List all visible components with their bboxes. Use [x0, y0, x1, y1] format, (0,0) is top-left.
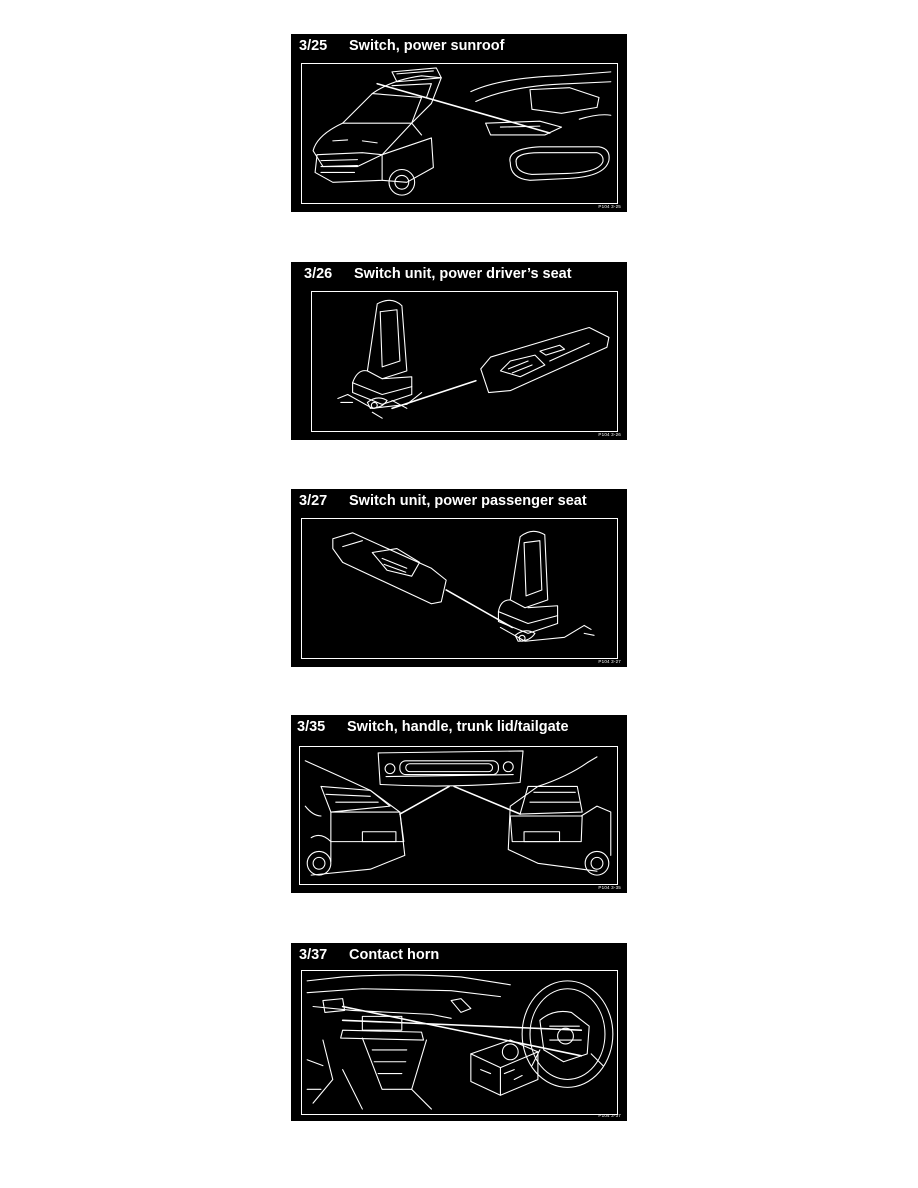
figure-title	[299, 492, 587, 510]
figure-title	[299, 946, 439, 964]
figure-caption: Switch unit, power passenger seat	[349, 493, 587, 509]
figure-number: 3/37	[299, 947, 328, 963]
driver-seat-illustration	[311, 291, 618, 432]
figure-number: 3/26	[304, 266, 333, 282]
figure-code: P104 3-27	[598, 659, 621, 664]
figure-caption: Switch, power sunroof	[349, 38, 505, 54]
figure-panel-3-25	[291, 34, 627, 212]
figure-title	[304, 265, 572, 283]
figure-caption: Switch unit, power driver’s seat	[354, 266, 572, 282]
figure-panel-3-26	[291, 262, 627, 440]
trunk-tailgate-illustration	[299, 746, 618, 885]
figure-title	[299, 37, 504, 55]
figure-panel-3-27	[291, 489, 627, 667]
figure-panel-3-37	[291, 943, 627, 1121]
figure-title	[297, 718, 569, 736]
steering-wheel-horn-illustration	[301, 970, 618, 1115]
figure-caption: Contact horn	[349, 947, 440, 963]
figure-panel-3-35	[291, 715, 627, 893]
figure-code: P104 3-25	[598, 204, 621, 209]
passenger-seat-illustration	[301, 518, 618, 659]
figure-code: P104 3-35	[598, 885, 621, 890]
car-sunroof-illustration	[301, 63, 618, 204]
figure-number: 3/27	[299, 493, 328, 509]
figure-code: P104 3-26	[598, 432, 621, 437]
figure-caption: Switch, handle, trunk lid/tailgate	[347, 719, 569, 735]
figure-code: P104 3-37	[598, 1113, 621, 1118]
figure-number: 3/35	[297, 719, 326, 735]
figure-number: 3/25	[299, 38, 328, 54]
